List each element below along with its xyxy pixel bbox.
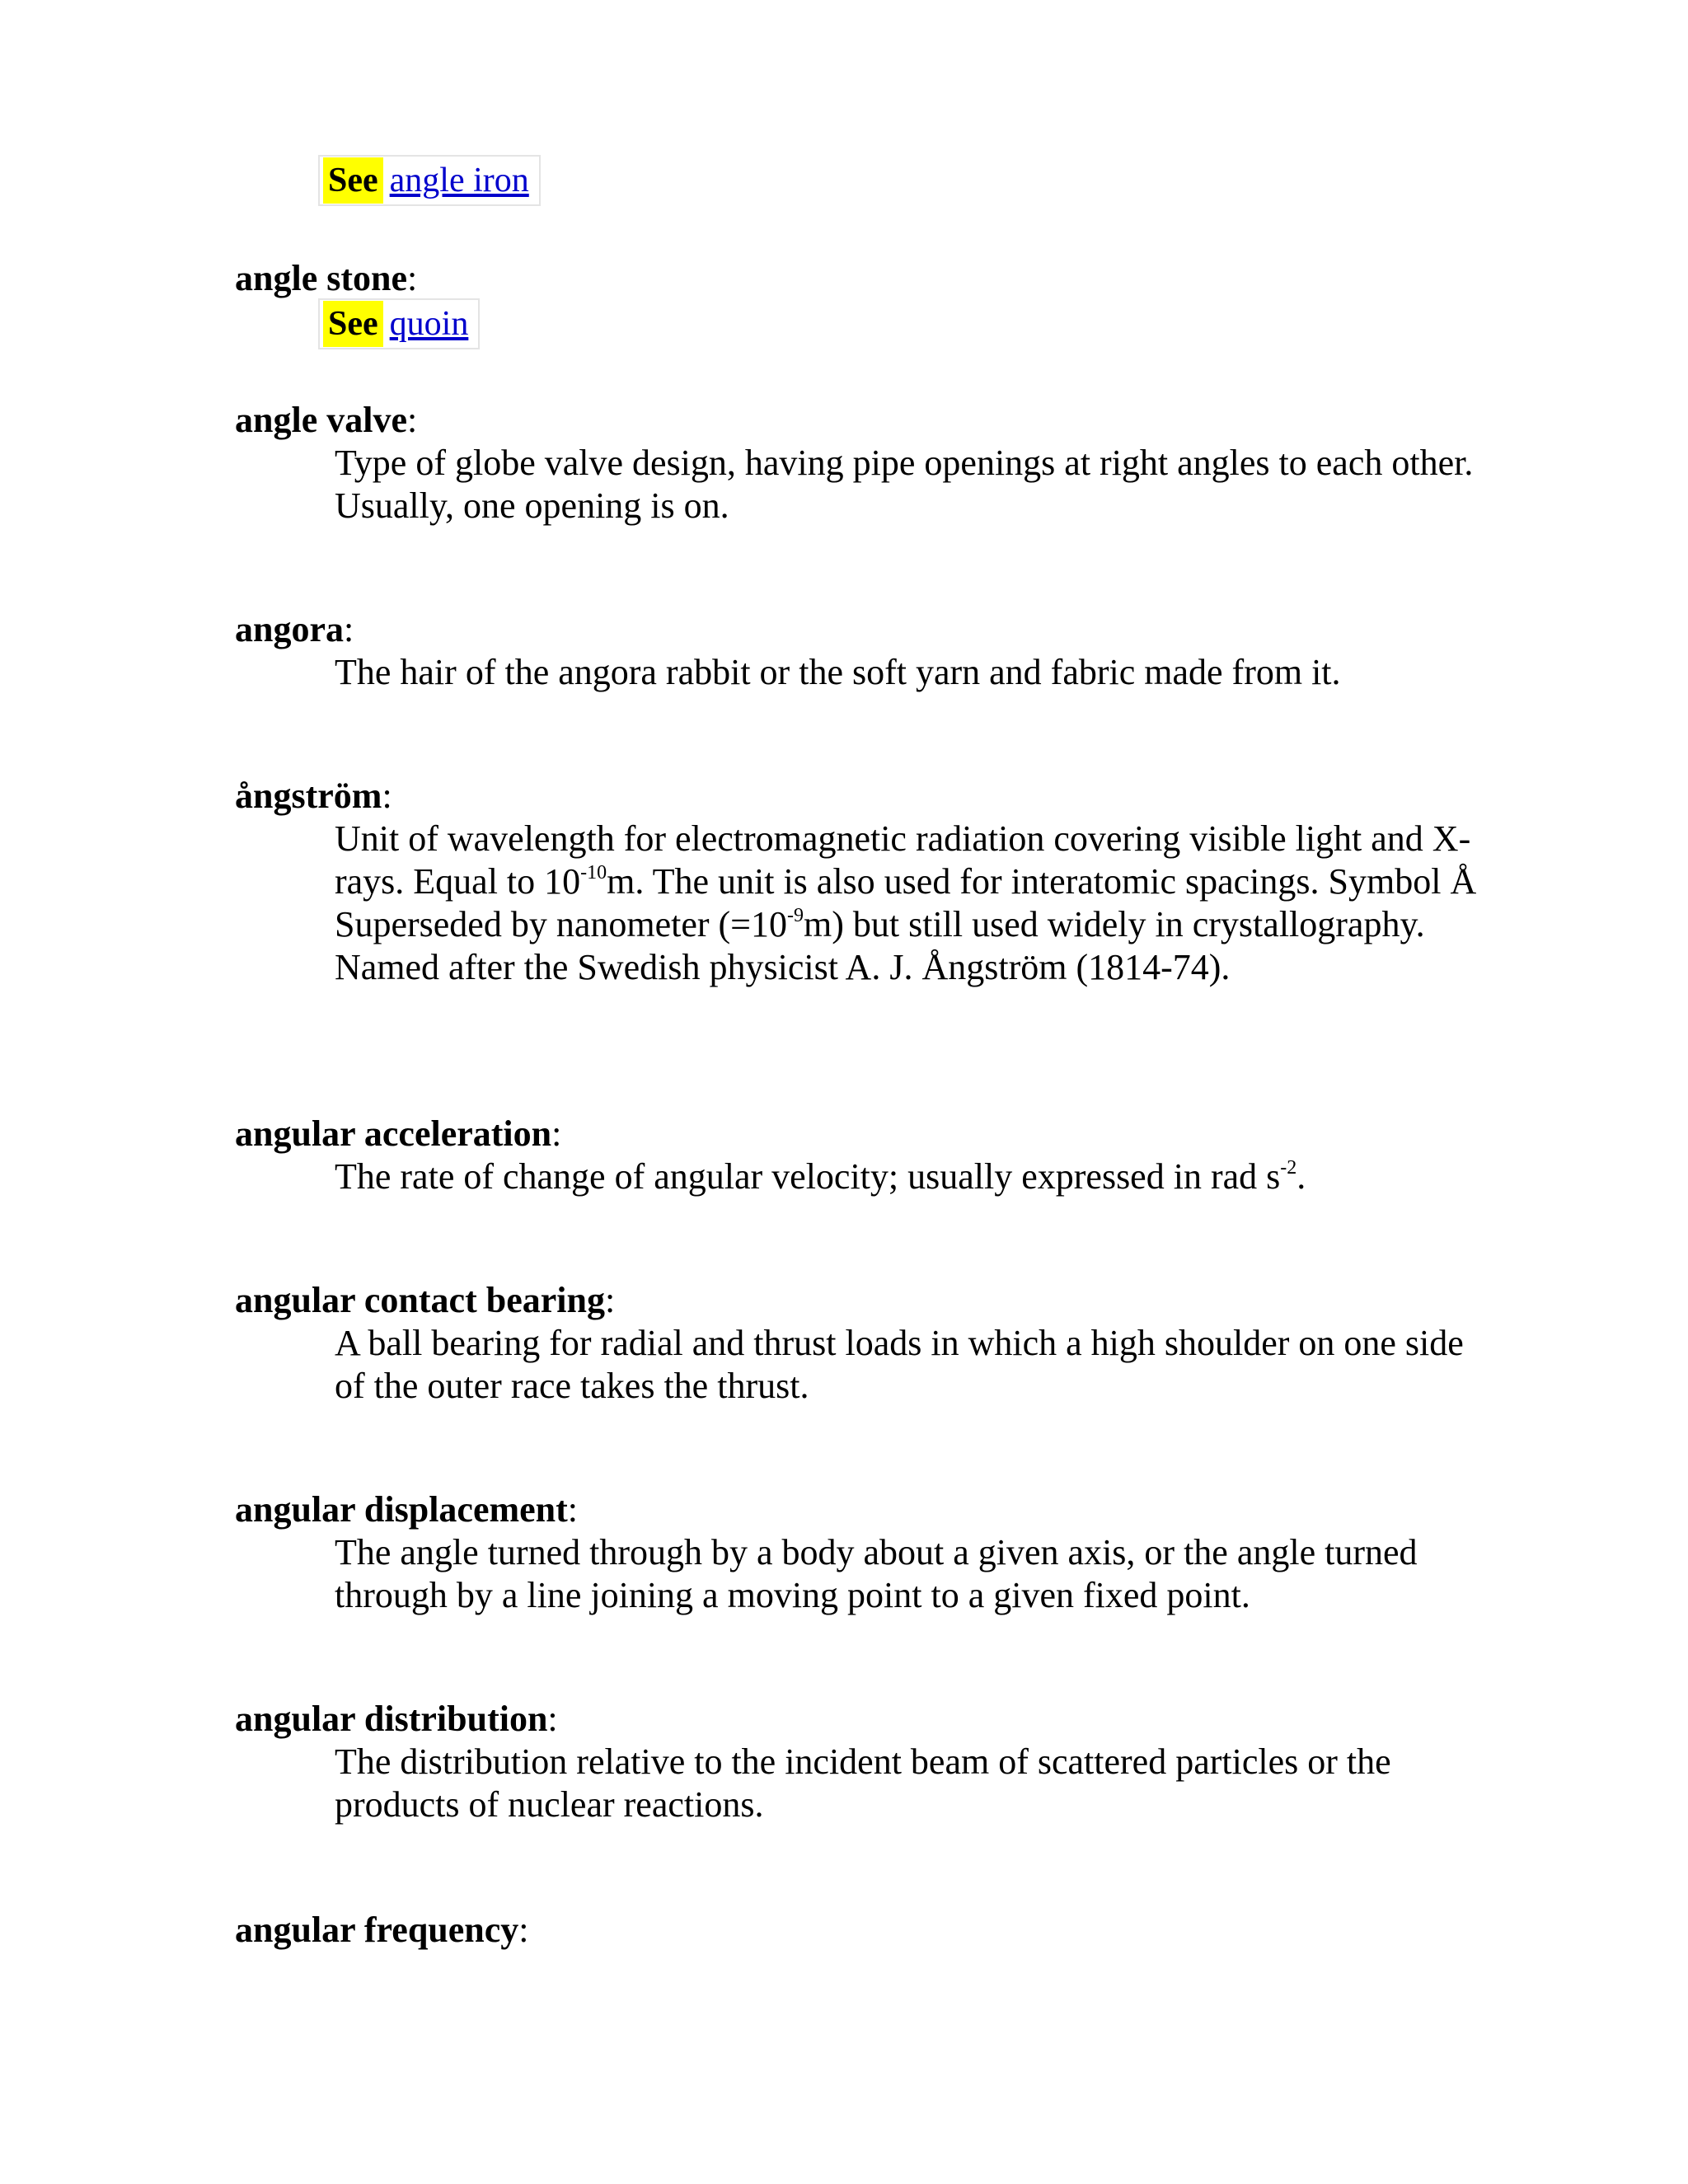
term-angular-contact-bearing <box>235 1279 615 1322</box>
term-angular-frequency <box>235 1909 529 1952</box>
term-colon: : <box>382 776 392 816</box>
see-link-angle-iron[interactable]: angle iron <box>389 162 529 199</box>
definition-angle-valve: Type of globe valve design, having pipe openings at right angles to each other. Usually, one opening is on. <box>335 443 1474 526</box>
term-colon: : <box>567 1489 579 1530</box>
superscript-exponent: -9 <box>787 905 804 926</box>
term-colon: : <box>407 258 418 298</box>
term-colon: : <box>547 1699 558 1739</box>
term-angular-distribution <box>235 1698 558 1741</box>
see-reference-box <box>318 155 541 206</box>
term-label: angora <box>235 609 344 649</box>
see-link-quoin[interactable]: quoin <box>389 305 469 343</box>
term-angle-stone <box>235 257 417 300</box>
definition-angular-acceleration <box>335 1155 1489 1198</box>
term-label: angular contact bearing <box>235 1280 605 1320</box>
definition-angular-contact-bearing: A ball bearing for radial and thrust loads in which a high shoulder on one side of the outer race takes the thrust. <box>335 1323 1464 1406</box>
term-label: angle stone <box>235 258 407 298</box>
term-angle-valve <box>235 399 417 442</box>
definition-angular-distribution: The distribution relative to the incident beam of scattered particles or the products of nuclear reactions. <box>335 1741 1391 1825</box>
definition-text: m) but still used widely in crystallography. Named after the Swedish physicist A. J. Ångström (1814-74). <box>335 904 1425 987</box>
term-label: angular frequency <box>235 1910 519 1950</box>
superscript-exponent: -2 <box>1280 1157 1297 1179</box>
term-colon: : <box>604 1280 616 1320</box>
term-angular-displacement <box>235 1488 578 1531</box>
term-angora <box>235 608 354 651</box>
definition-angora: The hair of the angora rabbit or the soft yarn and fabric made from it. <box>335 652 1341 692</box>
term-colon: : <box>344 609 354 649</box>
term-angstrom <box>235 775 392 818</box>
term-angular-acceleration <box>235 1113 561 1155</box>
definition-text: . <box>1296 1156 1306 1197</box>
definition-text: The rate of change of angular velocity; usually expressed in rad s <box>335 1156 1281 1197</box>
term-label: angle valve <box>235 400 407 440</box>
definition-angular-displacement: The angle turned through by a body about a given axis, or the angle turned through by a line joining a moving point to a given fixed point. <box>335 1532 1418 1615</box>
term-label: angular displacement <box>235 1489 568 1530</box>
superscript-exponent: -10 <box>580 862 607 883</box>
term-colon: : <box>551 1113 562 1154</box>
definition-text: m. The unit is also used for interatomic spacings. Symbol Å Superseded by nanometer (=10 <box>335 861 1477 944</box>
term-colon: : <box>518 1910 529 1950</box>
term-label: angular acceleration <box>235 1113 552 1154</box>
definition-text: Unit of wavelength for electromagnetic radiation covering visible light and X-rays. Equal to 10 <box>335 818 1471 902</box>
see-label: See <box>323 157 383 204</box>
definition-angstrom <box>335 818 1489 989</box>
term-label: angular distribution <box>235 1699 548 1739</box>
see-reference-box <box>318 298 480 349</box>
term-colon: : <box>406 400 418 440</box>
term-label: ångström <box>235 776 382 816</box>
see-label: See <box>323 301 383 347</box>
